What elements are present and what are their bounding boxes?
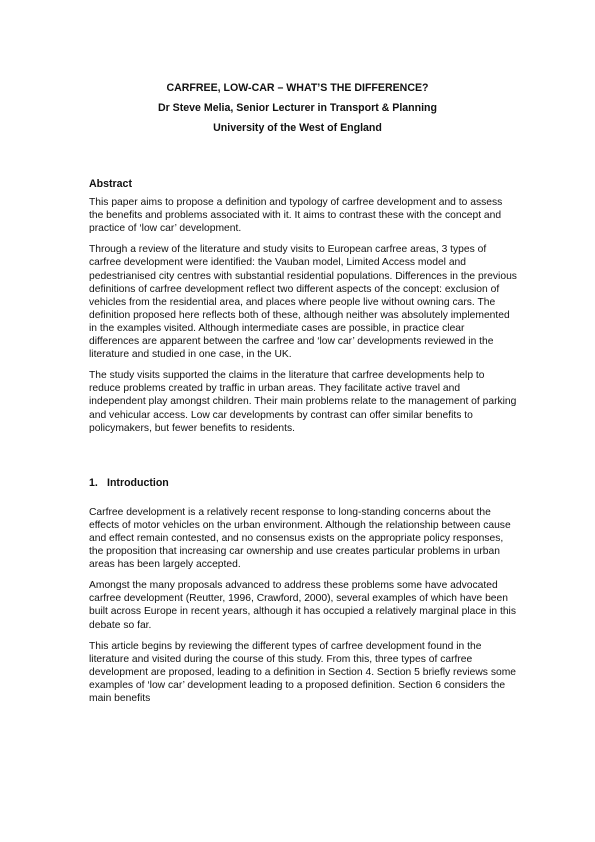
title-block	[0, 78, 595, 138]
introduction-heading	[89, 477, 517, 490]
abstract-paragraph: The study visits supported the claims in the literature that carfree developments help to reduce problems created by traffic in urban areas. They facilitate active travel and independent play amongst children. Their main problems relate to the management of parking and vehicular access. Low car developments by contrast can offer similar benefits to policymakers, but fewer benefits to residents.	[89, 370, 517, 434]
introduction-paragraph: Amongst the many proposals advanced to address these problems some have advocated carfree development (Reutter, 1996, Crawford, 2000), several examples of which have been built across Europe in recent years, although it has occupied a relatively marginal place in this debate so far.	[89, 580, 516, 631]
paper-title: CARFREE, LOW-CAR – WHAT’S THE DIFFERENCE?	[166, 82, 429, 94]
introduction-paragraph: This article begins by reviewing the different types of carfree development found in the literature and visited during the course of this study. From this, three types of carfree development are proposed, leading to a definition in Section 4. Section 5 briefly reviews some examples of ‘low car’ development leading to a proposed definition. Section 6 considers the main benefits	[89, 640, 516, 704]
author-line: Dr Steve Melia, Senior Lecturer in Transport & Planning	[157, 102, 438, 114]
introduction-paragraph: Carfree development is a relatively recent response to long-standing concerns about the effects of motor vehicles on the urban environment. Although the relationship between cause and effect remain contested, and no consensus exists on the appropriate policy responses, the proposition that increasing car ownership and use creates particular problems in urban areas has been largely accepted.	[89, 506, 511, 571]
abstract-paragraph: Through a review of the literature and study visits to European carfree areas, 3 types of carfree development were identified: the Vauban model, Limited Access model and pedestrianised city centres with substantial residential populations. Differences in the previous definitions of carfree development reflect two different aspects of the concept: exclusion of vehicles from the residential area, and places where people live without owning cars. The definition proposed here reflects both of these, although neither was absolutely implemented in the examples visited. Although intermediate cases are possible, in practice clear differences are apparent between the carfree and ‘low car’ developments reviewed in the literature and studied in one case, in the UK.	[89, 244, 517, 361]
section-number: 1.	[89, 476, 98, 489]
abstract-heading: Abstract	[89, 178, 132, 190]
section-title: Introduction	[107, 476, 169, 489]
body-content	[89, 178, 517, 713]
abstract-paragraph: This paper aims to propose a definition and typology of carfree development and to assess the benefits and problems associated with it. It aims to contrast these with the concept and practice of ‘low car’ development.	[89, 197, 503, 235]
affiliation-line: University of the West of England	[213, 122, 382, 134]
